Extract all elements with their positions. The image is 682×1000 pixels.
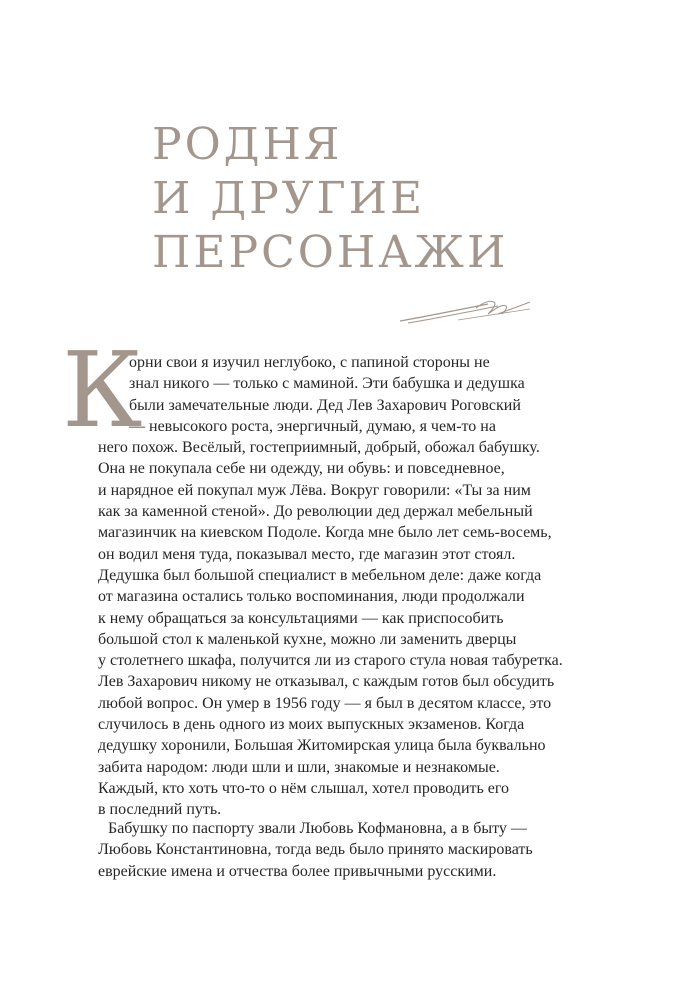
chapter-title-line: ПЕРСОНАЖИ [152, 227, 509, 278]
text-line: него похож. Весёлый, гостеприимный, добрый, обожал бабушку. [98, 439, 540, 457]
body-paragraph [98, 352, 563, 821]
text-line: орни свои я изучил неглубоко, с папиной стороны не [129, 354, 490, 371]
text-line: как за каменной стеной». До революции дед держал мебельный [98, 503, 533, 521]
text-line: магазинчик на киевском Подоле. Когда мне было лет семь-восемь, [98, 524, 552, 542]
text-line: Бабушку по паспорту звали Любовь Кофмановна, а в быту — [108, 820, 527, 837]
text-line: знал никого — только с маминой. Эти бабушка и дедушка [129, 375, 525, 393]
text-line: Лев Захарович никому не отказывал, с каждым готов был обсудить [98, 673, 555, 691]
text-line: еврейские имена и отчества более привычными русскими. [98, 862, 497, 880]
text-line: и нарядное ей покупал муж Лёва. Вокруг говорили: «Ты за ним [98, 481, 531, 499]
text-line: к нему обращаться за консультациями — как приспособить [98, 609, 504, 627]
chapter-title-line: РОДНЯ [152, 119, 343, 170]
text-line: дедушку хоронили, Большая Житомирская улица была буквально [98, 737, 546, 755]
text-line: Каждый, кто хоть что-то о нём слышал, хотел проводить его [98, 779, 510, 797]
text-line: у столетнего шкафа, получится ли из старого стула новая табуретка. [98, 652, 563, 670]
text-line: забита народом: люди шли и шли, знакомые и незнакомые. [98, 758, 500, 776]
text-line: случилось в день одного из моих выпускных экзаменов. Когда [98, 716, 525, 734]
pen-flourish-ornament [398, 296, 532, 326]
text-line: Любовь Константиновна, тогда ведь было принято маскировать [98, 841, 533, 859]
text-line: от магазина остались только воспоминания, люди продолжали [98, 588, 525, 606]
text-line: Она не покупала себе ни одежду, ни обувь: и повседневное, [98, 460, 505, 478]
chapter-title [152, 118, 508, 280]
body-paragraph [98, 818, 533, 882]
drop-cap: К [62, 329, 143, 451]
chapter-title-line: И ДРУГИЕ [152, 173, 426, 224]
text-line: были замечательные люди. Дед Лев Захарович Роговский [129, 396, 521, 414]
text-line: в последний путь. [98, 801, 222, 819]
text-line: любой вопрос. Он умер в 1956 году — я был в десятом классе, это [98, 694, 552, 712]
text-line: он водил меня туда, показывал место, где магазин этот стоял. [98, 545, 516, 563]
text-line: — невысокого роста, энергичный, думаю, я чем-то на [129, 417, 496, 435]
text-line: Дедушка был большой специалист в мебельном деле: даже когда [98, 566, 542, 584]
text-line: большой стол к маленькой кухне, можно ли заменить дверцы [98, 630, 517, 648]
